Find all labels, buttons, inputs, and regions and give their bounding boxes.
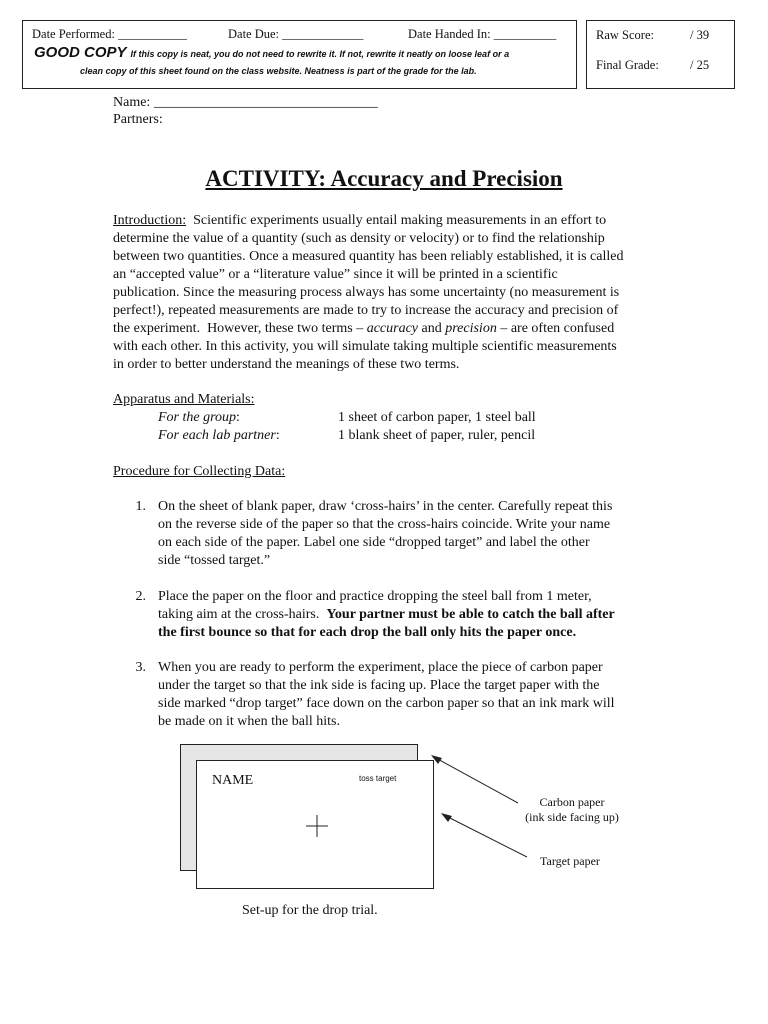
partner-label-text: For each lab partner xyxy=(158,428,276,443)
intro-line: – are often confused xyxy=(496,321,615,336)
step-line: side marked “drop target” face down on the carbon paper so that an ink mark will xyxy=(158,696,615,711)
introduction-label: Introduction: xyxy=(113,213,187,228)
step-line: side “tossed target.” xyxy=(158,553,271,568)
step-number: 2. xyxy=(135,589,146,604)
carbon-label-line: Carbon paper xyxy=(539,795,605,809)
page-title: ACTIVITY: Accuracy and Precision xyxy=(205,166,563,191)
good-copy-title: GOOD COPY xyxy=(34,44,127,61)
intro-line: with each other. In this activity, you will simulate taking multiple scientific measurements xyxy=(113,339,617,354)
intro-line: in order to better understand the meanings of these two terms. xyxy=(113,357,460,372)
procedure-step xyxy=(124,498,684,570)
step-emphasis: the first bounce so that for each drop the ball only hits the paper once. xyxy=(158,625,577,640)
step-line: On the sheet of blank paper, draw ‘cross-hairs’ in the center. Carefully repeat this xyxy=(158,499,613,514)
carbon-paper-label xyxy=(522,795,622,825)
step-line: on the reverse side of the paper so that the cross-hairs coincide. Write your name xyxy=(158,517,611,532)
raw-score-value: / 39 xyxy=(690,28,710,42)
intro-line: perfect!), repeated measurements are made to try to increase the accuracy and precision of xyxy=(113,303,619,318)
diagram-caption: Set-up for the drop trial. xyxy=(242,903,378,918)
intro-line: an “accepted value” or a “literature value” since it will be printed in a scientific xyxy=(113,267,558,282)
term-accuracy: accuracy xyxy=(366,321,419,336)
good-copy-notice xyxy=(34,44,574,62)
apparatus-group-label xyxy=(158,409,240,427)
step-emphasis: Your partner must be able to catch the ball after xyxy=(326,607,615,622)
step-line: taking aim at the cross-hairs. xyxy=(158,607,327,622)
raw-score-label: Raw Score: xyxy=(596,28,654,42)
date-handed-in-field: Date Handed In: __________ xyxy=(408,27,557,41)
step-number: 3. xyxy=(135,660,146,675)
intro-line: Scientific experiments usually entail making measurements in an effort to xyxy=(186,213,607,228)
carbon-label-line: (ink side facing up) xyxy=(525,810,619,824)
intro-line: and xyxy=(418,321,446,336)
apparatus-partner-items: 1 blank sheet of paper, ruler, pencil xyxy=(338,428,536,443)
step-line: on each side of the paper. Label one side “dropped target” and label the other xyxy=(158,535,590,550)
step-number: 1. xyxy=(135,499,146,514)
target-arrowhead-icon xyxy=(441,813,452,822)
date-due-field: Date Due: _____________ xyxy=(228,27,364,41)
carbon-pointer-arrow xyxy=(434,757,518,803)
target-paper-label: Target paper xyxy=(540,854,600,868)
diagram-name-label: NAME xyxy=(212,773,254,788)
group-label-text: For the group xyxy=(158,410,237,425)
procedure-heading: Procedure for Collecting Data: xyxy=(113,464,286,479)
group-label-colon: : xyxy=(236,410,240,425)
step-line: under the target so that the ink side is facing up. Place the target paper with the xyxy=(158,678,600,693)
step-line: Place the paper on the floor and practice dropping the steel ball from 1 meter, xyxy=(158,589,592,604)
step-line: be made on it when the ball hits. xyxy=(158,714,340,729)
final-grade-label: Final Grade: xyxy=(596,58,659,72)
good-copy-line-2: clean copy of this sheet found on the class website. Neatness is part of the grade for the lab. xyxy=(80,66,477,76)
diagram-toss-label: toss target xyxy=(359,774,397,783)
good-copy-line-1: If this copy is neat, you do not need to rewrite it. If not, rewrite it neatly on loose leaf or a xyxy=(130,49,510,59)
step-line: When you are ready to perform the experiment, place the piece of carbon paper xyxy=(158,660,603,675)
intro-line: determine the value of a quantity (such as density or velocity) or to find the relationship xyxy=(113,231,605,246)
name-field: Name: ________________________________ xyxy=(113,95,378,110)
partner-label-colon: : xyxy=(275,428,280,443)
procedure-step xyxy=(124,659,684,731)
partners-field: Partners: xyxy=(113,112,163,127)
introduction xyxy=(113,212,713,374)
target-pointer-arrow xyxy=(444,815,527,857)
date-performed-field: Date Performed: ___________ xyxy=(32,27,187,41)
final-grade-value: / 25 xyxy=(690,58,710,72)
intro-line: publication. Since the measuring process always has some uncertainty (no measurement is xyxy=(113,285,620,300)
term-precision: precision xyxy=(445,321,497,336)
procedure-step xyxy=(124,588,684,642)
apparatus-group-items: 1 sheet of carbon paper, 1 steel ball xyxy=(338,410,536,425)
apparatus-heading: Apparatus and Materials: xyxy=(113,392,255,407)
intro-line: the experiment. However, these two terms – xyxy=(113,321,367,336)
intro-line: between two quantities. Once a measured quantity has been reliably established, it is called xyxy=(113,249,624,264)
apparatus-partner-label xyxy=(158,427,280,445)
